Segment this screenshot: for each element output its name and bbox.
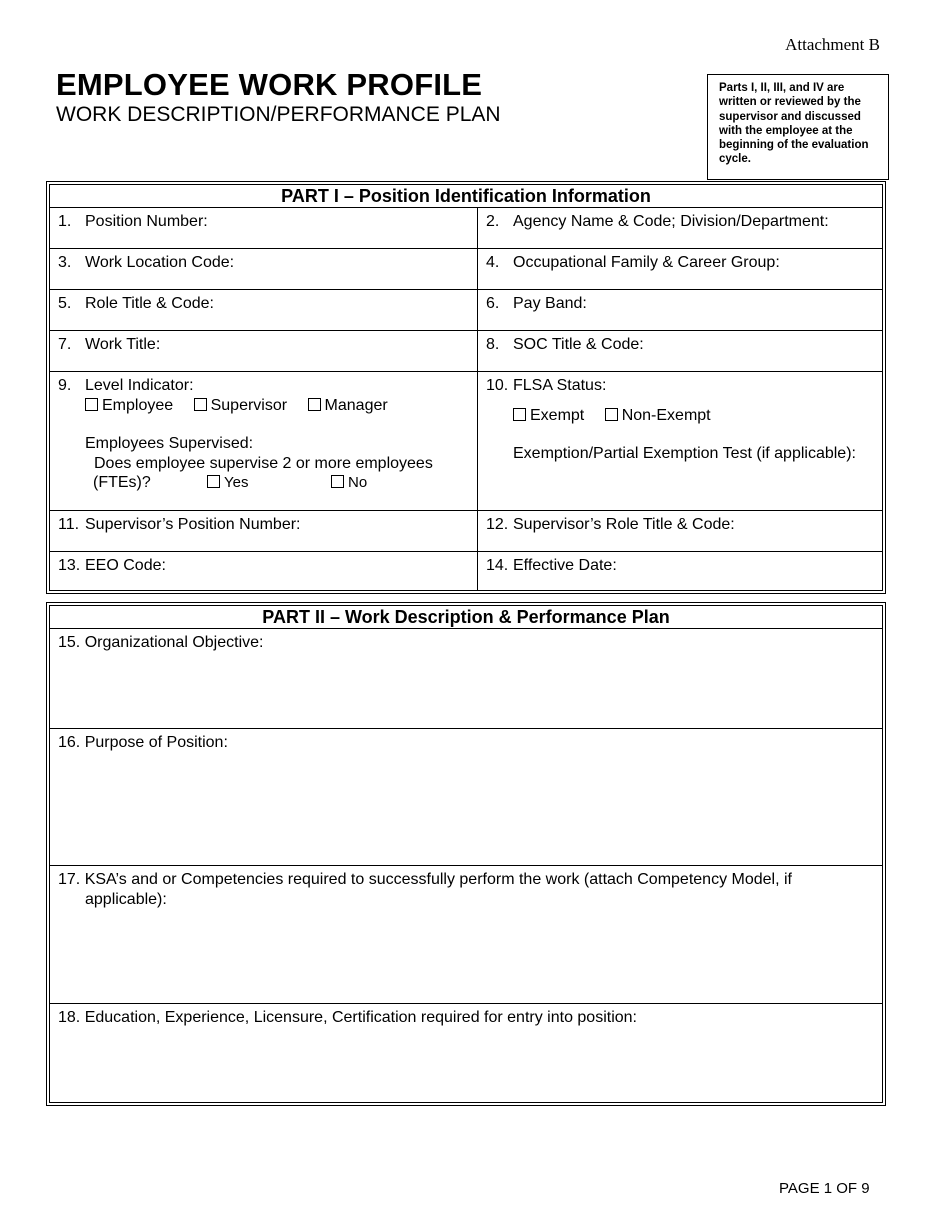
part1-row-7 <box>50 551 882 590</box>
form-subtitle: WORK DESCRIPTION/PERFORMANCE PLAN <box>56 103 501 126</box>
supervise-question-cont: (FTEs)? <box>93 474 151 491</box>
option-label: Employee <box>102 396 174 414</box>
organizational-objective-field[interactable] <box>50 628 882 728</box>
work-location-field[interactable] <box>50 249 478 289</box>
part1-row-1 <box>50 207 882 248</box>
field-number: 18. <box>58 1009 81 1026</box>
field-number: 5. <box>58 295 72 312</box>
field-number: 7. <box>58 336 72 353</box>
exemption-test-label[interactable]: Exemption/Partial Exemption Test (if applicable): <box>513 445 856 462</box>
non-exempt-option[interactable] <box>605 407 711 424</box>
field-number: 14. <box>486 557 509 574</box>
page-number: PAGE 1 OF 9 <box>779 1180 870 1197</box>
part1-heading: PART I – Position Identification Information <box>281 186 651 206</box>
field-label: SOC Title & Code: <box>513 336 644 353</box>
option-label: Yes <box>224 474 249 491</box>
supervisor-position-field[interactable] <box>50 511 478 551</box>
field-label: Occupational Family & Career Group: <box>513 254 780 271</box>
manager-option[interactable] <box>308 397 388 414</box>
option-label: Manager <box>324 396 388 414</box>
field-number: 9. <box>58 377 72 394</box>
field-label: Work Title: <box>85 336 161 353</box>
field-number: 1. <box>58 213 72 230</box>
exempt-option[interactable] <box>513 407 584 424</box>
field-number: 12. <box>486 516 509 533</box>
effective-date-field[interactable] <box>478 552 882 590</box>
field-label: EEO Code: <box>85 557 166 574</box>
employee-option[interactable] <box>85 397 173 414</box>
part1-row-4 <box>50 330 882 371</box>
instructions-note: Parts I, II, III, and IV are written or reviewed by the supervisor and discussed with the employee at the beginning of the evaluation cycle. <box>707 74 889 180</box>
field-number: 3. <box>58 254 72 271</box>
non-exempt-checkbox[interactable] <box>605 408 618 421</box>
occupational-family-field[interactable] <box>478 249 882 289</box>
field-number: 4. <box>486 254 500 271</box>
field-label: Position Number: <box>85 213 208 230</box>
form-title: EMPLOYEE WORK PROFILE <box>56 67 483 102</box>
ksa-competencies-field[interactable] <box>50 865 882 1003</box>
field-label: FLSA Status: <box>513 377 607 394</box>
field-label: Work Location Code: <box>85 254 235 271</box>
role-title-field[interactable] <box>50 290 478 330</box>
no-option[interactable] <box>331 474 367 491</box>
field-number: 6. <box>486 295 500 312</box>
agency-name-field[interactable] <box>478 208 882 248</box>
field-number: 2. <box>486 213 500 230</box>
field-label: KSA’s and or Competencies required to successfully perform the work (attach Competency Model, if applicable): <box>84 871 792 908</box>
manager-checkbox[interactable] <box>308 398 321 411</box>
supervisor-checkbox[interactable] <box>194 398 207 411</box>
field-number: 15. <box>58 634 81 651</box>
yes-option[interactable] <box>207 473 331 493</box>
supervisor-role-field[interactable] <box>478 511 882 551</box>
field-number: 16. <box>58 734 81 751</box>
field-label: Agency Name & Code; Division/Department: <box>513 213 829 230</box>
level-indicator-field <box>50 372 478 510</box>
field-number: 8. <box>486 336 500 353</box>
option-label: Non-Exempt <box>621 406 711 424</box>
field-label: Purpose of Position: <box>84 734 228 751</box>
part1-row-2 <box>50 248 882 289</box>
part1-row-5 <box>50 371 882 510</box>
field-label: Role Title & Code: <box>85 295 214 312</box>
field-label: Supervisor’s Position Number: <box>85 516 301 533</box>
option-label: Exempt <box>530 406 585 424</box>
field-label: Education, Experience, Licensure, Certification required for entry into position: <box>84 1009 637 1026</box>
part2-heading: PART II – Work Description & Performance Plan <box>262 607 670 627</box>
field-number: 17. <box>58 871 81 888</box>
option-label: No <box>348 474 368 491</box>
supervisor-option[interactable] <box>194 397 287 414</box>
soc-title-field[interactable] <box>478 331 882 371</box>
part1-row-6 <box>50 510 882 551</box>
field-number: 10. <box>486 377 509 394</box>
field-label: Supervisor’s Role Title & Code: <box>513 516 735 533</box>
pay-band-field[interactable] <box>478 290 882 330</box>
option-label: Supervisor <box>210 396 288 414</box>
yes-checkbox[interactable] <box>207 475 220 488</box>
position-number-field[interactable] <box>50 208 478 248</box>
field-label: Level Indicator: <box>85 377 194 394</box>
flsa-status-field <box>478 372 882 510</box>
purpose-of-position-field[interactable] <box>50 728 882 865</box>
field-number: 11. <box>58 516 80 533</box>
work-title-field[interactable] <box>50 331 478 371</box>
exempt-checkbox[interactable] <box>513 408 526 421</box>
education-experience-field[interactable] <box>50 1003 882 1102</box>
part2-section <box>46 602 886 1106</box>
field-label: Effective Date: <box>513 557 617 574</box>
employees-supervised-label: Employees Supervised: <box>85 435 254 452</box>
part1-section <box>46 181 886 594</box>
field-label: Organizational Objective: <box>84 634 264 651</box>
attachment-label: Attachment B <box>785 35 880 54</box>
part1-row-3 <box>50 289 882 330</box>
employee-checkbox[interactable] <box>85 398 98 411</box>
eeo-code-field[interactable] <box>50 552 478 590</box>
no-checkbox[interactable] <box>331 475 344 488</box>
supervise-question: Does employee supervise 2 or more employees <box>94 454 433 472</box>
field-number: 13. <box>58 557 81 574</box>
field-label: Pay Band: <box>513 295 587 312</box>
